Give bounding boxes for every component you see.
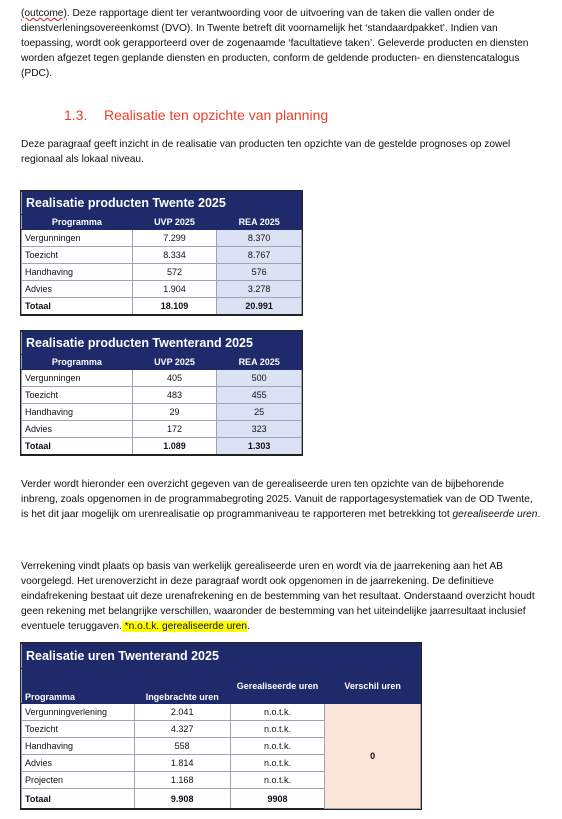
cell-uvp: 172 <box>132 421 217 438</box>
italic-text: gerealiseerde uren <box>452 509 538 520</box>
cell-uvp: 405 <box>132 370 217 387</box>
cell-gerealiseerd: n.o.t.k. <box>230 772 325 789</box>
table-realisatie-twenterand <box>21 331 302 455</box>
cell-total-uvp: 1.089 <box>132 438 217 455</box>
column-header: Gerealiseerde uren <box>230 669 325 704</box>
cell-rea: 3.278 <box>217 281 302 298</box>
cell-total-label: Totaal <box>22 298 133 315</box>
table-uren-twenterand <box>21 643 421 809</box>
cell-programma: Projecten <box>22 772 135 789</box>
table-row <box>22 247 302 264</box>
cell-programma: Vergunningen <box>22 230 133 247</box>
cell-rea: 576 <box>217 264 302 281</box>
cell-total-label: Totaal <box>22 789 135 809</box>
column-header: REA 2025 <box>217 355 302 370</box>
cell-programma: Handhaving <box>22 404 133 421</box>
cell-ingebracht: 1.814 <box>134 755 230 772</box>
paragraph-text: Verrekening vindt plaats op basis van werkelijk gerealiseerde uren en wordt via de jaarrekening aan het AB voorgelegd. Het urenoverzicht in deze paragraaf wordt ook opgenomen in de jaarrekening. De definitieve eindafrekening bestaat uit deze urenafrekening en de bestemming van het resultaat. Onderstaand overzicht houdt geen rekening met belangrijke verschillen, waaronder de bestemming van het uiteindelijke jaarresultaat inclusief eventuele teruggaven. <box>21 561 535 632</box>
table-row <box>22 230 302 247</box>
column-header: Verschil uren <box>325 669 421 704</box>
column-header: Programma <box>22 215 133 230</box>
cell-programma: Handhaving <box>22 738 135 755</box>
cell-uvp: 7.299 <box>132 230 217 247</box>
cell-gerealiseerd: n.o.t.k. <box>230 738 325 755</box>
section-number: 1.3. <box>64 107 88 123</box>
cell-programma: Vergunningverlening <box>22 704 135 721</box>
column-header: UVP 2025 <box>132 355 217 370</box>
paragraph-text: Verder wordt hieronder een overzicht gegeven van de gerealiseerde uren ten opzichte van de bijbehorende inbreng, zoals opgenomen in de programmabegroting 2025. Vanuit de rapportagesystematiek van de OD Twente, is het dit jaar mogelijk om urenrealisatie op programmaniveau te rapporteren met betrekking tot <box>21 479 533 520</box>
column-header: Programma <box>22 355 133 370</box>
cell-programma: Toezicht <box>22 721 135 738</box>
intro-paragraph <box>21 6 541 81</box>
total-row <box>22 438 302 455</box>
cell-ingebracht: 558 <box>134 738 230 755</box>
table-row <box>22 704 421 721</box>
cell-programma: Advies <box>22 755 135 772</box>
table-row <box>22 387 302 404</box>
paragraph-end: . <box>246 621 250 632</box>
paragraph-uren-overzicht <box>21 477 541 522</box>
cell-gerealiseerd: n.o.t.k. <box>230 755 325 772</box>
cell-programma: Advies <box>22 281 133 298</box>
table-title: Realisatie producten Twente 2025 <box>22 192 302 215</box>
cell-uvp: 8.334 <box>132 247 217 264</box>
cell-programma: Vergunningen <box>22 370 133 387</box>
cell-verschil: 0 <box>325 704 421 809</box>
paragraph-end: . <box>537 509 541 520</box>
paragraph-intro-realisatie: Deze paragraaf geeft inzicht in de realisatie van producten ten opzichte van de gestelde prognoses op zowel regionaal als lokaal niveau. <box>21 139 511 165</box>
cell-total-rea: 1.303 <box>217 438 302 455</box>
cell-total-uvp: 18.109 <box>132 298 217 315</box>
cell-programma: Advies <box>22 421 133 438</box>
misspelled-word: (outcome) <box>21 8 67 19</box>
cell-rea: 323 <box>217 421 302 438</box>
table-row <box>22 370 302 387</box>
cell-uvp: 29 <box>132 404 217 421</box>
section-heading <box>64 107 328 123</box>
table-title: Realisatie producten Twenterand 2025 <box>22 332 302 355</box>
table-row <box>22 404 302 421</box>
cell-uvp: 572 <box>132 264 217 281</box>
cell-ingebracht: 4.327 <box>134 721 230 738</box>
cell-uvp: 1.904 <box>132 281 217 298</box>
cell-ingebracht: 1.168 <box>134 772 230 789</box>
cell-programma: Toezicht <box>22 387 133 404</box>
cell-gerealiseerd: n.o.t.k. <box>230 704 325 721</box>
cell-rea: 8.767 <box>217 247 302 264</box>
cell-programma: Handhaving <box>22 264 133 281</box>
cell-uvp: 483 <box>132 387 217 404</box>
highlighted-note: *n.o.t.k. gerealiseerde uren <box>121 621 247 632</box>
column-header: Programma <box>22 669 135 704</box>
paragraph-verrekening <box>21 559 541 634</box>
cell-total-label: Totaal <box>22 438 133 455</box>
column-header: REA 2025 <box>217 215 302 230</box>
cell-rea: 8.370 <box>217 230 302 247</box>
cell-total-gerealiseerd: 9908 <box>230 789 325 809</box>
cell-total-ingebracht: 9.908 <box>134 789 230 809</box>
section-title: Realisatie ten opzichte van planning <box>104 107 329 123</box>
total-row <box>22 298 302 315</box>
cell-gerealiseerd: n.o.t.k. <box>230 721 325 738</box>
cell-rea: 25 <box>217 404 302 421</box>
cell-rea: 455 <box>217 387 302 404</box>
table-row <box>22 281 302 298</box>
cell-programma: Toezicht <box>22 247 133 264</box>
table-title: Realisatie uren Twenterand 2025 <box>22 644 421 669</box>
intro-text: . Deze rapportage dient ter verantwoording voor de uitvoering van de taken die vallen onder de dienstverleningsovereenkomst (DVO). In Twente betreft dit voornamelijk het ‘standaardpakket’. Indien van toepassing, wordt ook gerapporteerd over de zogenaamde ‘facultatieve taken’. Geleverde producten en diensten worden afgezet tegen geplande diensten en producten, conform de geldende producten- en dienstencatalogus (PDC). <box>21 8 529 79</box>
cell-ingebracht: 2.041 <box>134 704 230 721</box>
table-realisatie-twente <box>21 191 302 315</box>
table-row <box>22 264 302 281</box>
column-header: UVP 2025 <box>132 215 217 230</box>
table-row <box>22 421 302 438</box>
column-header: Ingebrachte uren <box>134 669 230 704</box>
cell-rea: 500 <box>217 370 302 387</box>
cell-total-rea: 20.991 <box>217 298 302 315</box>
